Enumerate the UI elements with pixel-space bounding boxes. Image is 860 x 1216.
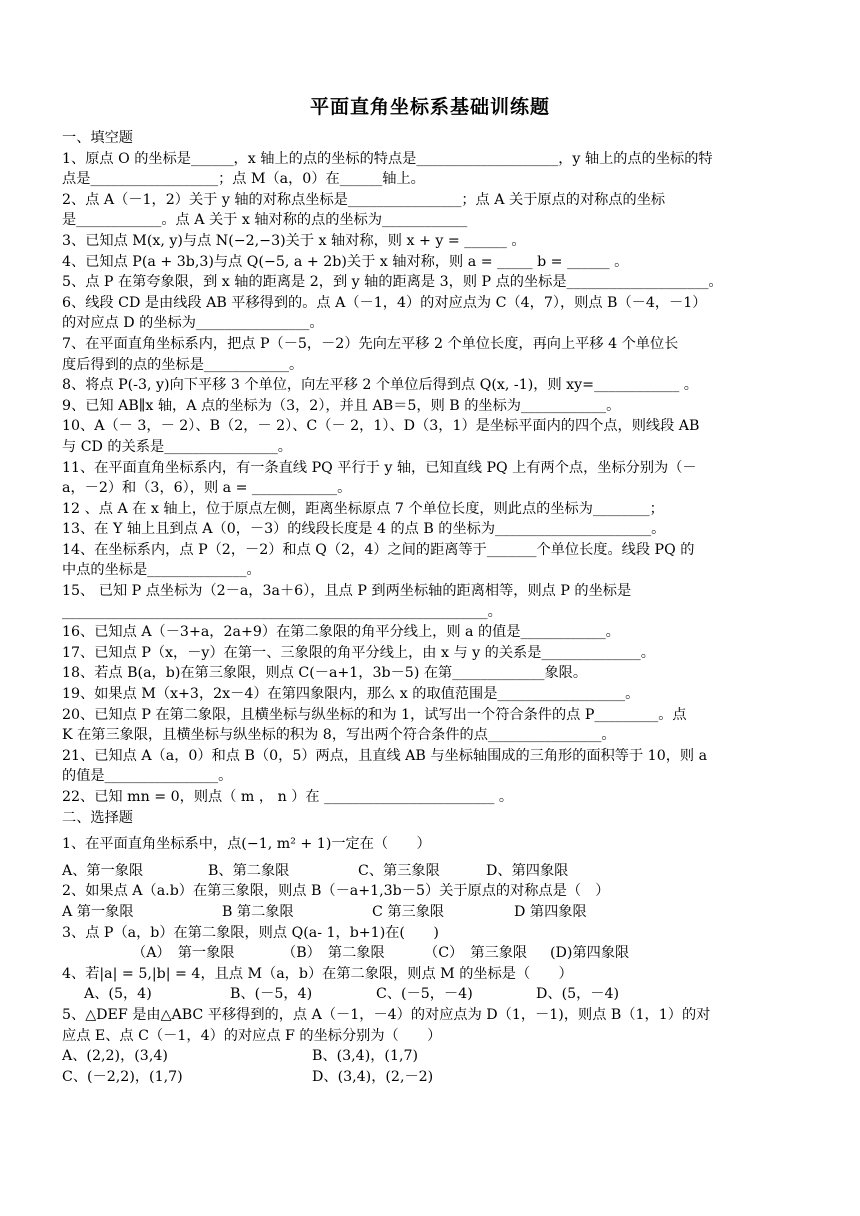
choice-options-4 (62, 984, 802, 1005)
fill-question-line: 21、已知点 A（a，0）和点 B（0，5）两点，且直线 AB 与坐标轴围成的三角形的面积等于 10，则 a (62, 747, 708, 764)
choice-option: （C） 第三象限 (424, 945, 528, 962)
fill-question-line: 10、A（－ 3，－ 2）、B（2，－ 2）、C（－ 2，1）、D（3，1）是坐标平面内的四个点，则线段 AB (62, 418, 700, 435)
choice-option: B、第二象限 (208, 862, 290, 879)
choice-option: C、(－2,2)，(1,7) (62, 1068, 183, 1085)
choice-option: （B） 第二象限 (282, 945, 385, 962)
choice-option: （A） 第一象限 (132, 945, 235, 962)
section-heading-choice: 二、选择题 (62, 809, 133, 826)
fill-question-line: 1、原点 O 的坐标是______，x 轴上的点的坐标的特点是____________________，y 轴上的点的坐标的特 (62, 150, 713, 167)
fill-question-line: 的值是________________。 (62, 768, 233, 785)
page-title: 平面直角坐标系基础训练题 (309, 96, 550, 118)
fill-question-line: 18、若点 B(a，b)在第三象限，则点 C(－a+1，3b－5) 在第_____________象限。 (62, 665, 588, 682)
fill-question-line: 点是__________________；点 M（a，0）在______轴上。 (62, 171, 425, 188)
fill-question-line: 9、已知 AB∥x 轴，A 点的坐标为（3，2），并且 AB＝5，则 B 的坐标为____________。 (62, 397, 621, 414)
fill-question-line: 20、已知点 P 在第二象限，且横坐标与纵坐标的和为 1，试写出一个符合条件的点 P_________。点 (62, 706, 687, 723)
fill-question-line: 19、如果点 M（x+3，2x－4）在第四象限内，那么 x 的取值范围是__________________。 (62, 686, 640, 703)
fill-question-line: 13、在 Y 轴上且到点 A（0，－3）的线段长度是 4 的点 B 的坐标为______________________。 (62, 521, 666, 538)
fill-question-line: 16、已知点 A（－3+a，2a+9）在第二象限的角平分线上，则 a 的值是____________。 (62, 624, 620, 641)
fill-question-line: 12 、点 A 在 x 轴上，位于原点左侧，距离坐标原点 7 个单位长度，则此点的坐标为________； (62, 500, 664, 517)
section-heading-fill: 一、填空题 (62, 130, 133, 146)
fill-question-line: 5、点 P 在第夸象限，到 x 轴的距离是 2，到 y 轴的距离是 3，则 P 点的坐标是____________________。 (62, 274, 723, 291)
choice-option: B、(3,4)，(1,7) (312, 1048, 419, 1065)
fill-question-line: 度后得到的点的坐标是____________。 (62, 356, 304, 373)
fill-question-line: 中点的坐标是______________。 (62, 562, 261, 579)
choice-option: C、第三象限 (358, 862, 440, 879)
fill-question-line: 15、 已知 P 点坐标为（2－a，3a＋6），且点 P 到两坐标轴的距离相等，则点 P 的坐标是 (62, 583, 632, 600)
fill-question-line: 14、在坐标系内，点 P（2，－2）和点 Q（2，4）之间的距离等于_______个单位长度。线段 PQ 的 (62, 541, 695, 558)
fill-question-line: 22、已知 mn = 0，则点（ m ， n ）在 ________________________ 。 (62, 789, 514, 805)
fill-question-line: 与 CD 的关系是________________。 (62, 438, 292, 455)
fill-question-line: 17、已知点 P（x，－y）在第一、三象限的角平分线上，由 x 与 y 的关系是______________。 (62, 644, 655, 661)
choice-option: D、(3,4)，(2,－2) (312, 1068, 434, 1085)
fill-question-line: 7、在平面直角坐标系内，把点 P（－5，－2）先向左平移 2 个单位长度，再向上平移 4 个单位长 (62, 335, 679, 352)
choice-question-5-cont: 应点 E、点 C（－1，4）的对应点 F 的坐标分别为（ ） (62, 1027, 442, 1044)
fill-question-line: 是____________。点 A 关于 x 轴对称的点的坐标为____________ (62, 212, 468, 229)
choice-options-3 (62, 943, 802, 964)
choice-question-5: 5、△DEF 是由△ABC 平移得到的，点 A（－1，－4）的对应点为 D（1，－1)，则点 B（1，1）的对 (62, 1006, 711, 1023)
fill-question-line: 6、线段 CD 是由线段 AB 平移得到的。点 A（－1，4）的对应点为 C（4，7），则点 B（－4，－1） (62, 294, 707, 311)
choice-question-3: 3、点 P（a，b）在第二象限，则点 Q(a- 1，b+1)在( ) (62, 924, 439, 941)
choice-option: B 第二象限 (222, 903, 294, 920)
choice-option: C、(－5，－4) (376, 986, 473, 1003)
fill-question-line: 8、将点 P(-3, y)向下平移 3 个单位，向左平移 2 个单位后得到点 Q(x, -1)，则 xy=____________ 。 (62, 377, 698, 394)
choice-option: A、第一象限 (62, 862, 144, 879)
choice-option: D、第四象限 (486, 862, 569, 879)
choice-option: A、(2,2)，(3,4) (62, 1048, 168, 1065)
fill-question-line: 4、已知点 P(a + 3b,3)与点 Q(−5, a + 2b)关于 x 轴对称，则 a = _____ b = ______ 。 (62, 253, 629, 270)
choice-option: C 第三象限 (372, 903, 445, 920)
choice-options-2 (62, 902, 802, 923)
choice-question-4: 4、若|a| = 5,|b| = 4，且点 M（a，b）在第二象限，则点 M 的坐标是（ ） (62, 965, 573, 982)
choice-options-1 (62, 861, 802, 882)
fill-question-line: 11、在平面直角坐标系内，有一条直线 PQ 平行于 y 轴，已知直线 PQ 上有两个点，坐标分别为（－ (62, 459, 697, 476)
fill-question-list (62, 149, 802, 808)
choice-option: D、(5，－4) (536, 986, 620, 1003)
choice-question-2: 2、如果点 A（a.b）在第三象限，则点 B（－a+1,3b－5）关于原点的对称点是（ ） (62, 883, 610, 900)
choice-option: A 第一象限 (62, 903, 134, 920)
choice-options-5b (62, 1067, 802, 1088)
choice-option: (D)第四象限 (550, 945, 630, 962)
worksheet-content (62, 128, 802, 1087)
fill-question-line: 3、已知点 M(x, y)与点 N(−2,−3)关于 x 轴对称，则 x + y = ______ 。 (62, 232, 526, 249)
fill-question-line: 的对应点 D 的坐标为________________。 (62, 315, 324, 332)
choice-option: A、(5，4) (84, 986, 152, 1003)
choice-question-1: 1、在平面直角坐标系中，点(−1, m² + 1)一定在（ ） (62, 836, 431, 853)
fill-question-line: ____________________________________________________________。 (62, 603, 502, 620)
fill-question-line: 2、点 A（－1，2）关于 y 轴的对称点坐标是________________；点 A 关于原点的对称点的坐标 (62, 191, 666, 208)
choice-option: D 第四象限 (514, 903, 587, 920)
fill-question-line: K 在第三象限，且横坐标与纵坐标的积为 8，写出两个符合条件的点________________。 (62, 727, 616, 744)
choice-option: B、(－5，4) (230, 986, 313, 1003)
choice-options-5a (62, 1046, 802, 1067)
fill-question-line: a，－2）和（3，6），则 a = ____________。 (62, 480, 352, 497)
